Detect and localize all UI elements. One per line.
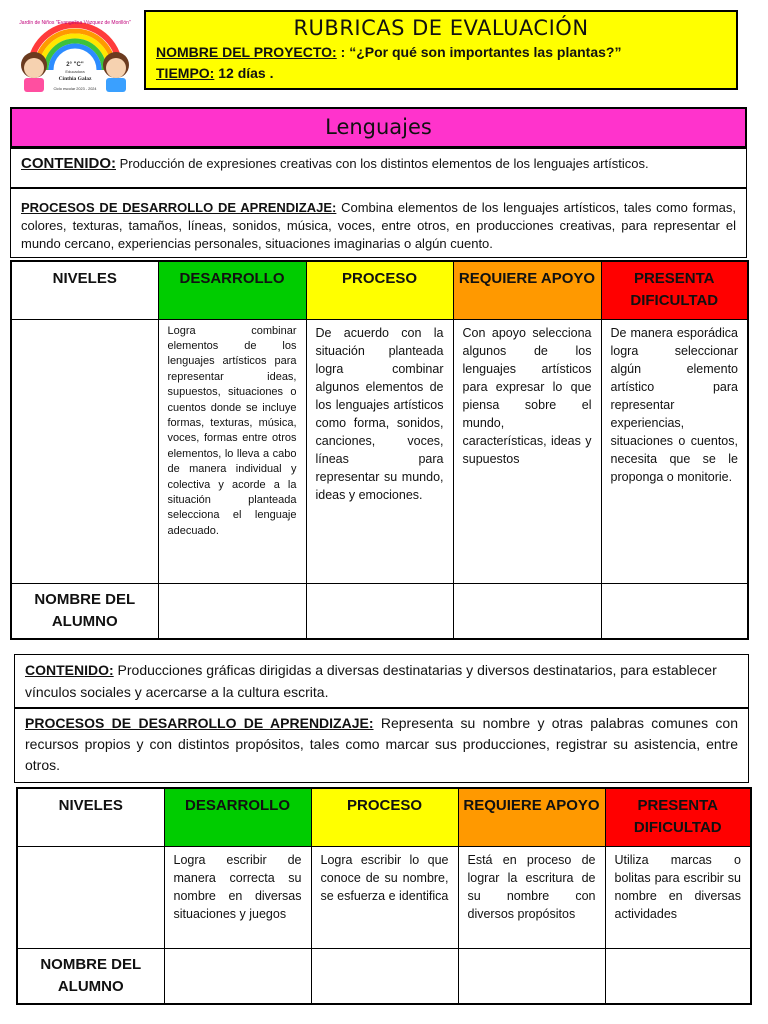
header-proceso: PROCESO	[306, 261, 453, 319]
rubric-table-1	[10, 260, 749, 640]
header-requiere-apoyo: REQUIERE APOYO	[458, 788, 605, 846]
desc-proceso: De acuerdo con la situación planteada logra combinar algunos elementos de los lenguajes artísticos como forma, sonidos, canciones, voces, líneas para representar su mundo, ideas y emociones.	[306, 319, 453, 583]
procesos-2-label: PROCESOS DE DESARROLLO DE APRENDIZAJE:	[25, 715, 374, 731]
logo-teacher: Cinthia Galaz	[58, 76, 92, 82]
header-presenta-dificultad: PRESENTA DIFICULTAD	[601, 261, 748, 319]
project-sep: :	[336, 44, 350, 60]
contenido-1-text: Producción de expresiones creativas con los distintos elementos de los lenguajes artísticos.	[116, 156, 649, 171]
desc-presenta-dificultad: Utiliza marcas o bolitas para escribir su nombre en diversas actividades	[605, 846, 751, 948]
section-title: Lenguajes	[10, 107, 747, 148]
logo-group: 2° "C"	[66, 62, 84, 68]
project-value: “¿Por qué son importantes las plantas?”	[349, 44, 622, 60]
table-row	[17, 846, 751, 948]
empty-cell	[17, 846, 164, 948]
contenido-1	[10, 148, 747, 188]
desc-presenta-dificultad: De manera esporádica logra seleccionar algún elemento artístico para representar experiencias, situaciones o cuentos, necesita que se le proponga o monitorie.	[601, 319, 748, 583]
contenido-2	[14, 654, 749, 708]
project-line	[156, 42, 726, 63]
student-name-label: NOMBRE DEL ALUMNO	[11, 583, 158, 639]
desc-requiere-apoyo: Está en proceso de lograr la escritura de su nombre con diversos propósitos	[458, 846, 605, 948]
student-cell[interactable]	[311, 948, 458, 1004]
student-cell[interactable]	[164, 948, 311, 1004]
page-title: RUBRICAS DE EVALUACIÓN	[293, 16, 589, 40]
procesos-1	[10, 188, 747, 258]
desc-proceso: Logra escribir lo que conoce de su nombre, se esfuerza e identifica	[311, 846, 458, 948]
logo-school-name: Jardín de Niños "Evangelina Vázquez de Morillón"	[19, 20, 131, 26]
procesos-2	[14, 708, 749, 783]
school-logo	[10, 10, 140, 98]
logo-cycle: Ciclo escolar 2023 - 2024	[53, 87, 97, 91]
student-cell[interactable]	[601, 583, 748, 639]
empty-cell	[11, 319, 158, 583]
student-cell[interactable]	[605, 948, 751, 1004]
header-box	[144, 10, 738, 90]
desc-desarrollo: Logra combinar elementos de los lenguajes artísticos para representar ideas, supuestos, situaciones o cuentos donde se incluye formas, texturas, música, voces, formas entre otros elementos, lo lleva a cabo de manera individual y colectiva y acorde a la situación planteada selecciona el lenguaje adecuado.	[158, 319, 306, 583]
student-cell[interactable]	[158, 583, 306, 639]
desc-desarrollo: Logra escribir de manera correcta su nombre en diversas situaciones y juegos	[164, 846, 311, 948]
header-presenta-dificultad: PRESENTA DIFICULTAD	[605, 788, 751, 846]
student-cell[interactable]	[458, 948, 605, 1004]
project-label: NOMBRE DEL PROYECTO:	[156, 44, 337, 60]
contenido-2-text: Producciones gráficas dirigidas a diversas destinatarias y diversos destinatarios, para establecer vínculos sociales y acercarse a la cultura escrita.	[25, 662, 717, 700]
time-label: TIEMPO:	[156, 65, 215, 81]
header-niveles: NIVELES	[11, 261, 158, 319]
header-desarrollo: DESARROLLO	[164, 788, 311, 846]
student-name-label: NOMBRE DEL ALUMNO	[17, 948, 164, 1004]
time-line	[156, 63, 726, 84]
student-cell[interactable]	[306, 583, 453, 639]
header-desarrollo: DESARROLLO	[158, 261, 306, 319]
rubric-table-2	[16, 787, 752, 1005]
desc-requiere-apoyo: Con apoyo selecciona algunos de los lenguajes artísticos para expresar lo que piensa sobre el mundo, características, ideas y supuestos	[453, 319, 601, 583]
header-niveles: NIVELES	[17, 788, 164, 846]
table-row	[17, 948, 751, 1004]
table-header-row	[11, 261, 748, 319]
contenido-2-label: CONTENIDO:	[25, 662, 114, 678]
table-row	[11, 319, 748, 583]
procesos-2-text: Representa su nombre y otras palabras comunes con recursos propios y con distintos propósitos, tales como marcar sus producciones, registrar su asistencia, entre otros.	[25, 715, 738, 773]
header-proceso: PROCESO	[311, 788, 458, 846]
time-value: 12 días .	[214, 65, 274, 81]
student-cell[interactable]	[453, 583, 601, 639]
table-row	[11, 583, 748, 639]
header-requiere-apoyo: REQUIERE APOYO	[453, 261, 601, 319]
logo-teacher-label: Educadora	[65, 69, 85, 74]
contenido-1-label: CONTENIDO:	[21, 155, 116, 172]
procesos-1-label: PROCESOS DE DESARROLLO DE APRENDIZAJE:	[21, 200, 337, 215]
table-header-row	[17, 788, 751, 846]
procesos-1-text: Combina elementos de los lenguajes artísticos, tales como formas, colores, texturas, tamaños, líneas, sonidos, música, voces, entre otros, en producciones creativas, para representar el mundo cercano, experiencias personales, situaciones imaginarias o algún cuento.	[21, 200, 736, 251]
